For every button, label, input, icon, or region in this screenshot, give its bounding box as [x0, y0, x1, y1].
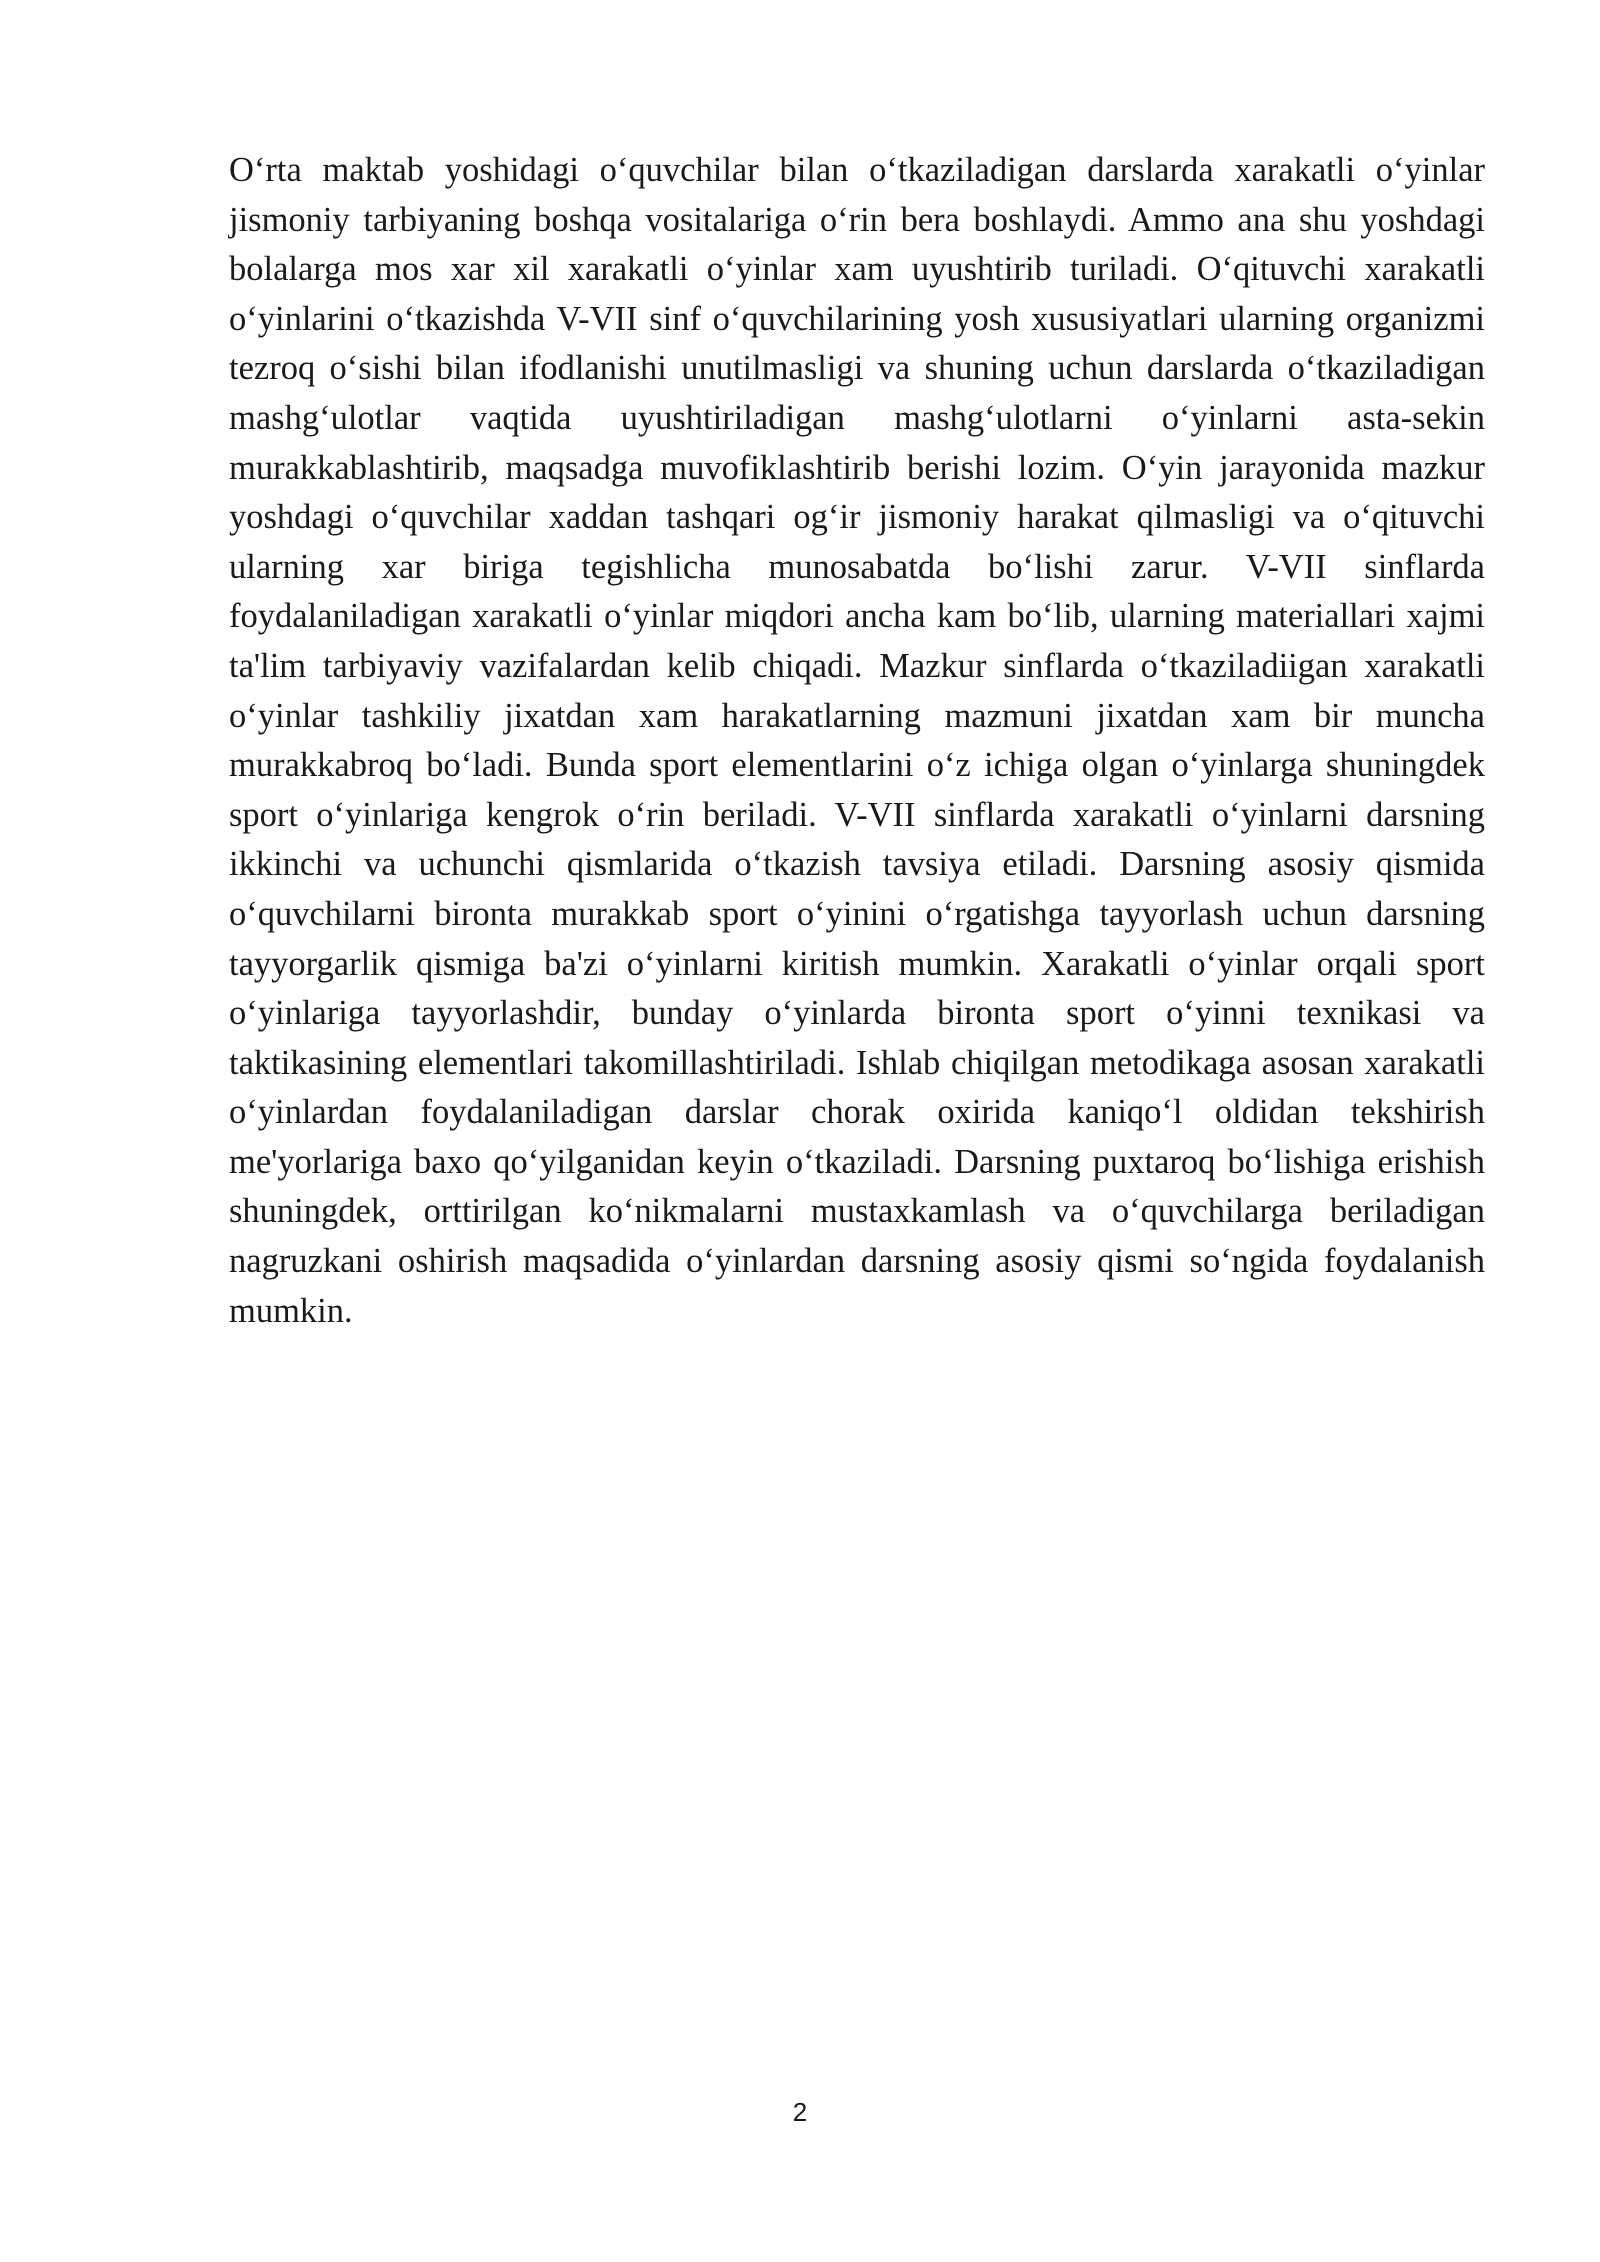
page-number: 2 — [792, 2097, 808, 2127]
body-paragraph: O‘rta maktab yoshidagi o‘quvchilar bilan o‘tkaziladigan darslarda xarakatli o‘yinlar jismoniy tarbiyaning boshqa vositalariga o‘rin bera boshlaydi. Ammo ana shu yoshdagi bolalarga mos xar xil xarakatli o‘yinlar xam uyushtirib turiladi. O‘qituvchi xarakatli o‘yinlarini o‘tkazishda V-VII sinf o‘quvchilarining yosh xususiyatlari ularning organizmi tezroq o‘sishi bilan ifodlanishi unutilmasligi va shuning uchun darslarda o‘tkaziladigan mashg‘ulotlar vaqtida uyushtiriladigan mashg‘ulotlarni o‘yinlarni asta-sekin murakkablashtirib, maqsadga muvofiklashtirib berishi lozim. O‘yin jarayonida mazkur yoshdagi o‘quvchilar xaddan tashqari og‘ir jismoniy harakat qilmasligi va o‘qituvchi ularning xar biriga tegishlicha munosabatda bo‘lishi zarur. V-VII sinflarda foydalaniladigan xarakatli o‘yinlar miqdori ancha kam bo‘lib, ularning materiallari xajmi ta'lim tarbiyaviy vazifalardan kelib chiqadi. Mazkur sinflarda o‘tkaziladiigan xarakatli o‘yinlar tashkiliy jixatdan xam harakatlarning mazmuni jixatdan xam bir muncha murakkabroq bo‘ladi. Bunda sport elementlarini o‘z ichiga olgan o‘yinlarga shuningdek sport o‘yinlariga kengrok o‘rin beriladi. V-VII sinflarda xarakatli o‘yinlarni darsning ikkinchi va uchunchi qismlarida o‘tkazish tavsiya etiladi. Darsning asosiy qismida o‘quvchilarni bironta murakkab sport o‘yinini o‘rgatishga tayyorlash uchun darsning tayyorgarlik qismiga ba'zi o‘yinlarni kiritish mumkin. Xarakatli o‘yinlar orqali sport o‘yinlariga tayyorlashdir, bunday o‘yinlarda bironta sport o‘yinni texnikasi va taktikasining elementlari takomillashtiriladi. Ishlab chiqilgan metodikaga asosan xarakatli o‘yinlardan foydalaniladigan darslar chorak oxirida kaniqo‘l oldidan tekshirish me'yorlariga baxo qo‘yilganidan keyin o‘tkaziladi. Darsning puxtaroq bo‘lishiga erishish shuningdek, orttirilgan ko‘nikmalarni mustaxkamlash va o‘quvchilarga beriladigan nagruzkani oshirish maqsadida o‘yinlardan darsning asosiy qismi so‘ngida foydalanish mumkin. — [229, 151, 1485, 1330]
